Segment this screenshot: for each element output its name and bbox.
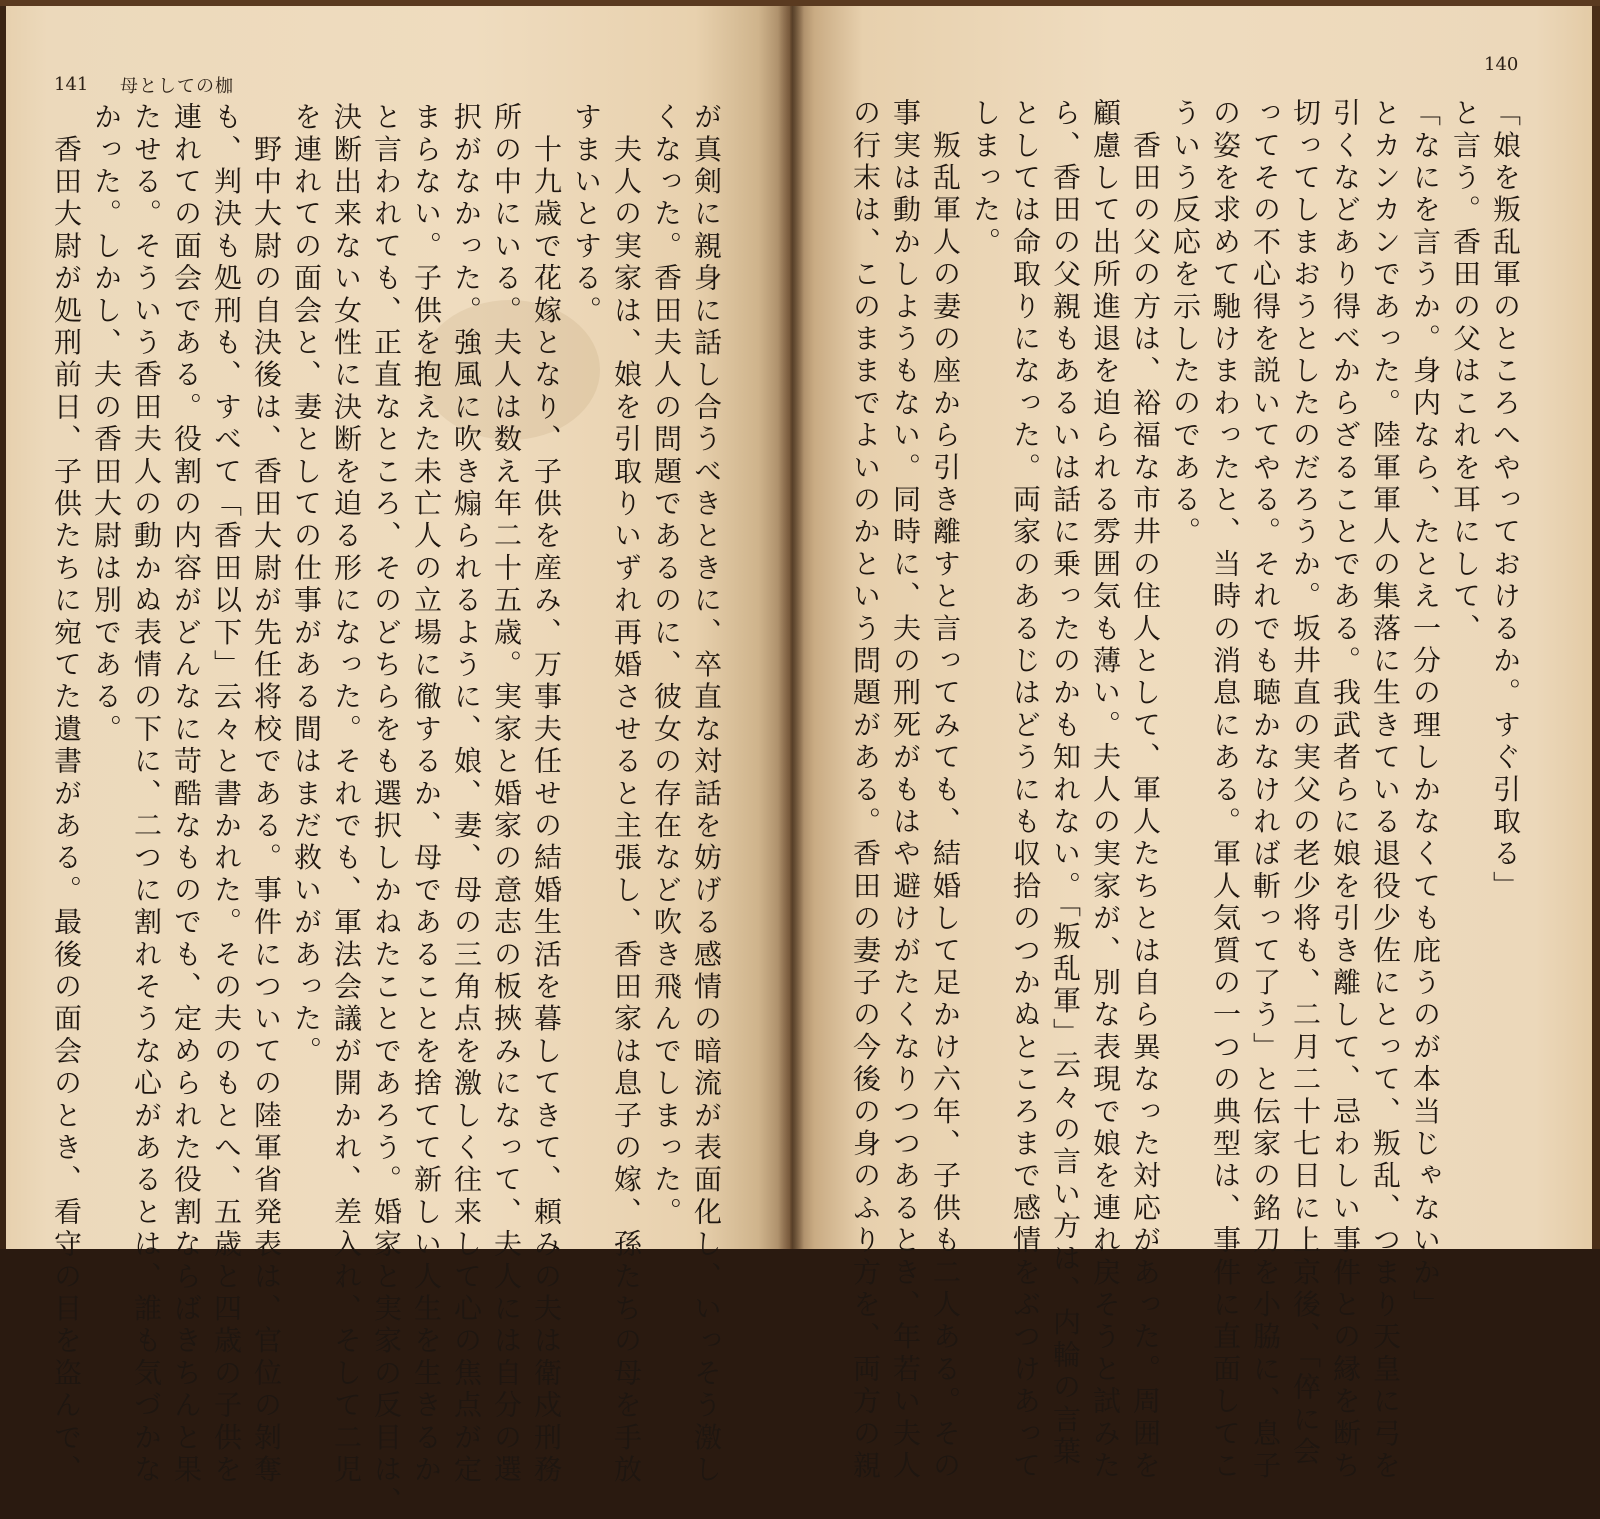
text-line: が真剣に親身に話し合うべきときに、卒直な対話を妨げる感情の暗流が表面化し、いっそう激し [690,102,723,1487]
page-number: 141 [54,74,89,95]
top-edge [0,0,1600,6]
text-line: くなった。香田夫人の問題であるのに、彼女の存在など吹き飛んでしまった。 [650,102,683,1229]
text-line: 顧慮して出所進退を迫られる雰囲気も薄い。夫人の実家が、別な表現で娘を連れ戻そうと試みた [1089,98,1122,1483]
text-line: も、判決も処刑も、すべて「香田以下」云々と書かれた。その夫のもとへ、五歳と四歳の子供を [210,102,243,1487]
running-head: 母としての枷 [120,76,234,97]
book-gutter [778,0,804,1249]
text-line: 事実は動かしようもない。同時に、夫の刑死がもはや避けがたくなりつつあるとき、年若い夫人 [889,98,922,1483]
text-line: しまった。 [969,98,1002,259]
text-line: と言う。香田の父はこれを耳にして、 [1449,98,1482,646]
text-line: ら、香田の父親もあるいは話に乗ったのかも知れない。「叛乱軍」云々の言い方は、内輪の言葉 [1049,98,1082,1469]
text-line: 連れての面会である。役割の内容がどんなに苛酷なものでも、定められた役割ならばきちんと果 [170,102,203,1487]
text-line: ってその不心得を説いてやる。それでも聴かなければ斬って了う」と伝家の銘刀を小脇に、息子 [1249,98,1282,1483]
text-line: と言われても、正直なところ、そのどちらをも選択しかねたことであろう。婚家と実家の反目は、 [370,102,403,1519]
text-line: の姿を求めて馳けまわったと、当時の消息にある。軍人気質の一つの典型は、事件に直面してこ [1209,98,1242,1483]
text-line: とカンカンであった。陸軍軍人の集落に生きている退役少佐にとって、叛乱、つまり天皇に弓を [1369,98,1402,1483]
text-line: 決断出来ない女性に決断を迫る形になった。それでも、軍法会議が開かれ、差入れ、そして二児 [330,102,363,1487]
text-line: 叛乱軍人の妻の座から引き離すと言ってみても、結婚して足かけ六年、子供も二人ある。その [929,98,962,1483]
text-line: を連れての面会と、妻としての仕事がある間はまだ救いがあった。 [290,102,323,1068]
page-number: 140 [1484,54,1519,75]
text-line: 香田の父の方は、裕福な市井の住人として、軍人たちとは自ら異なった対応があった。周囲を [1129,98,1162,1483]
text-line: かった。しかし、夫の香田大尉は別である。 [90,102,123,746]
text-line: たせる。そういう香田夫人の動かぬ表情の下に、二つに割れそうな心があるとは、誰も気づかな [130,102,163,1487]
left-page-edge [0,0,6,1249]
text-line: 十九歳で花嫁となり、子供を産み、万事夫任せの結婚生活を暮してきて、頼みの夫は衛戍刑務 [530,102,563,1487]
left-page [0,0,790,1519]
text-line: 引くなどあり得べからざることである。我武者らに娘を引き離して、忌わしい事件との縁を断ち [1329,98,1362,1483]
right-page [790,0,1600,1483]
text-line: ういう反応を示したのである。 [1169,98,1202,549]
text-line: 所の中にいる。夫人は数え年二十五歳。実家と婚家の意志の板挾みになって、夫人には自分の選 [490,102,523,1487]
text-line: 野中大尉の自決後は、香田大尉が先任将校である。事件についての陸軍省発表は、官位の剝奪 [250,102,283,1487]
text-line: 択がなかった。強風に吹き煽られるように、娘、妻、母の三角点を激しく往来して心の焦点が定 [450,102,483,1487]
text-line: 夫人の実家は、娘を引取りいずれ再婚させると主張し、香田家は息子の嫁、孫たちの母を手放 [610,102,643,1487]
left-text-column [50,102,726,1519]
text-line: 香田大尉が処刑前日、子供たちに宛てた遺書がある。最後の面会のとき、看守の目を盗んで、 [50,102,83,1487]
text-line: まらない。子供を抱えた未亡人の立場に徹するか、母であることを捨てて新しい人生を生きるか [410,102,443,1487]
right-text-column [849,98,1525,1483]
text-line: 「なにを言うか。身内なら、たとえ一分の理しかなくても庇うのが本当じゃないか」 [1409,98,1442,1322]
text-line: すまいとする。 [570,102,603,328]
text-line: 「娘を叛乱軍のところへやっておけるか。すぐ引取る」 [1489,98,1522,903]
text-line: としては命取りになった。両家のあるじはどうにも収拾のつかぬところまで感情をぶつけあって [1009,98,1042,1483]
text-line: 切ってしまおうとしたのだろうか。坂井直の実父の老少将も、二月二十七日に上京後、「倅に会 [1289,98,1322,1469]
text-line: の行末は、このままでよいのかという問題がある。香田の妻子の今後の身のふり方を、両方の親 [849,98,882,1483]
right-page-edge [1592,0,1600,1249]
